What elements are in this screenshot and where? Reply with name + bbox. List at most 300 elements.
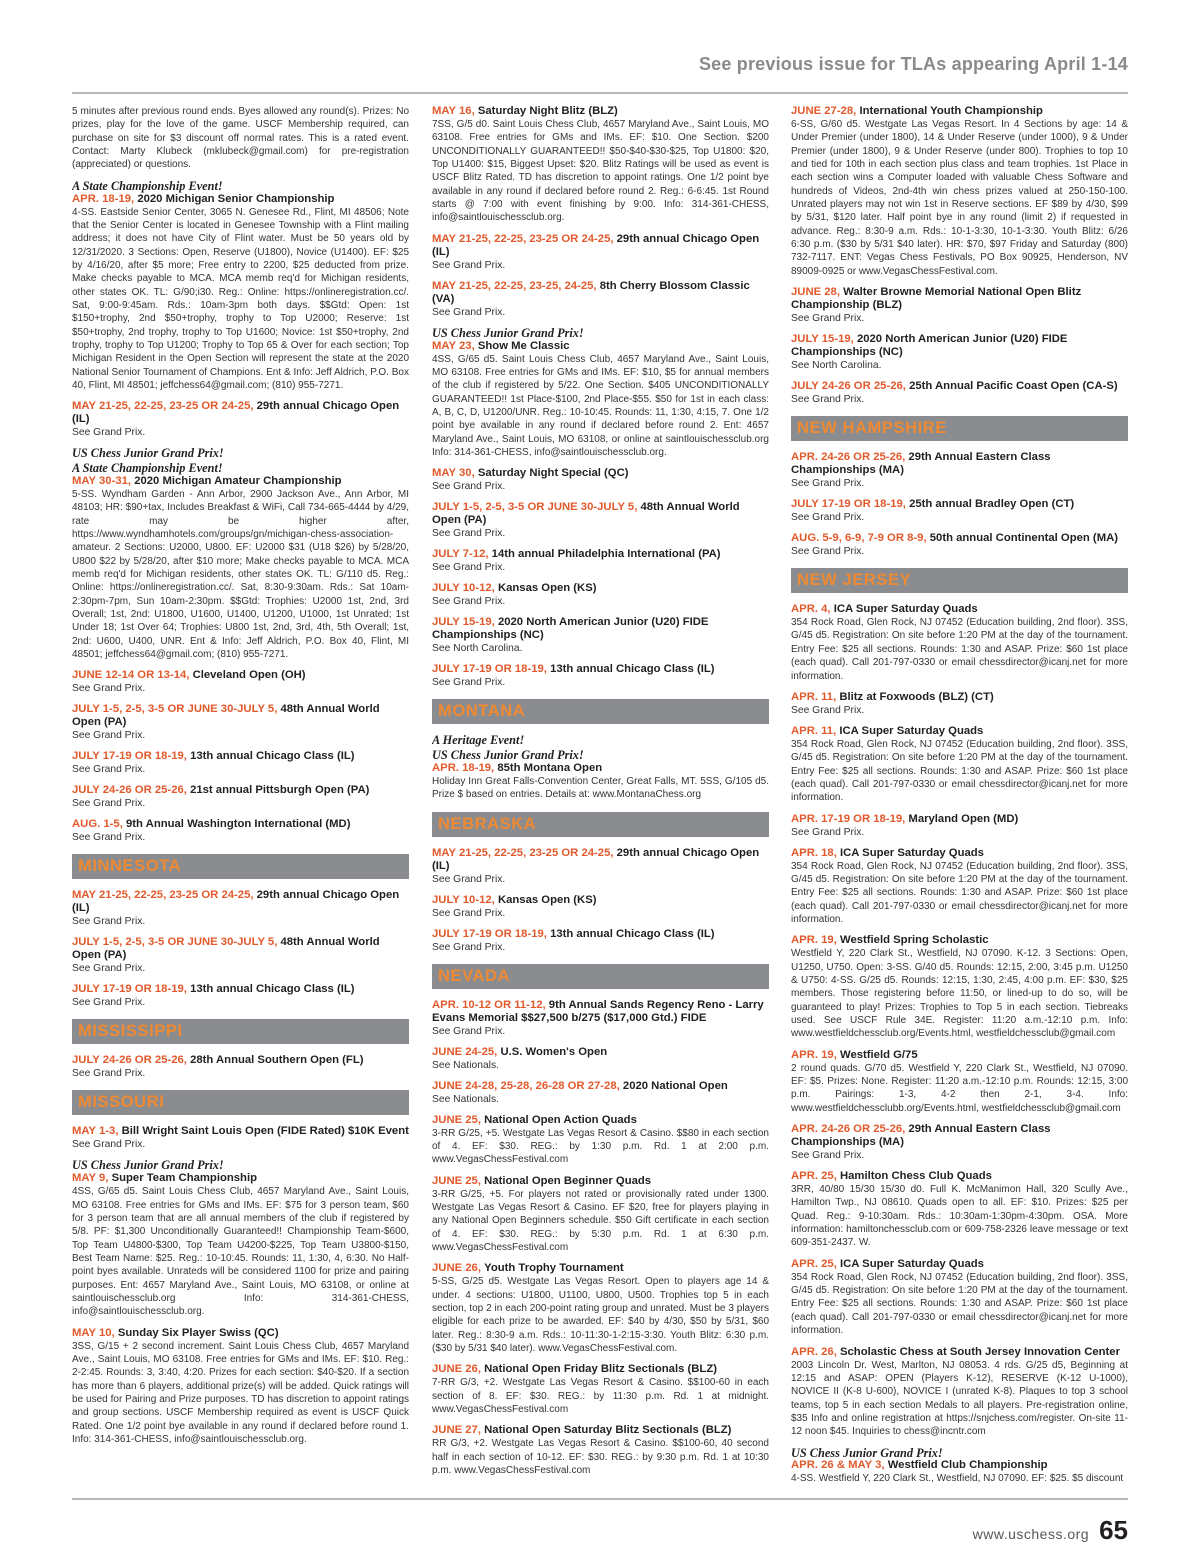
tournament-date: JULY 17-19 OR 18-19, (432, 663, 547, 676)
tournament-name: 8th Cherry Blossom Classic (VA) (432, 279, 750, 305)
state-heading: NEW HAMPSHIRE (791, 416, 1128, 441)
tournament-title (791, 847, 1128, 860)
tournament-date: APR. 25, (791, 1170, 837, 1183)
see-reference: See Grand Prix. (72, 764, 146, 776)
tournament-title (432, 928, 769, 941)
see-reference: See Grand Prix. (791, 826, 865, 838)
tournament-details: Westfield Y, 220 Clark St., Westfield, NJ 07090. K-12. 3 Sections: Open, U1250, U750. Open: 3-SS. G/40 d5. Rounds: 12:15, 2:00, 3:45 p.m. U1250 & U750: 4-SS. G/25 d5. Rounds: 12:15, 1:30, 2:45, 4:00 p.m. EF: $30, $25 members. Those registering before 11:50, or lined-up to do so, will be guaranteed to play! Prizes: Trophies to Top 5 in each section. Tiebreaks used. See USCF Rule 34E. Register: 11:20 a.m.-12:10 p.m. Info: www.westfieldchessclub.org/Events.html, westfieldchessclub@gmail.com (791, 948, 1128, 1040)
see-reference: See Grand Prix. (72, 683, 146, 695)
see-reference: See Grand Prix. (72, 832, 146, 844)
tournament-name: 13th annual Chicago Class (IL) (550, 663, 715, 676)
tournament-date: AUG. 5-9, 6-9, 7-9 OR 8-9, (791, 532, 927, 545)
tournament-name: Blitz at Foxwoods (BLZ) (CT) (839, 690, 994, 703)
tournament-date: MAY 21-25, 22-25, 23-25 OR 24-25, (72, 889, 254, 902)
tournament-title (432, 663, 769, 676)
tournament-date: APR. 18-19, (72, 192, 135, 205)
tournament-name: National Open Action Quads (484, 1113, 637, 1126)
tournament-listing (432, 1175, 769, 1255)
tournament-name: 21st annual Pittsburgh Open (PA) (190, 784, 370, 797)
tournament-listing (72, 983, 409, 1009)
state-heading: MONTANA (432, 699, 769, 724)
tournament-title (432, 762, 769, 775)
tournament-name: 28th Annual Southern Open (FL) (190, 1054, 364, 1067)
tournament-title (72, 983, 409, 996)
tournament-listing (432, 467, 769, 493)
tournament-listing (432, 280, 769, 319)
tournament-listing (432, 1114, 769, 1167)
state-heading: MISSOURI (72, 1090, 409, 1115)
tournament-date: MAY 21-25, 22-25, 23-25 OR 24-25, (72, 400, 254, 413)
tournament-date: JULY 15-19, (432, 616, 495, 629)
tournament-date: MAY 30, (432, 467, 475, 480)
tournament-date: MAY 23, (432, 339, 475, 352)
tournament-listing (72, 669, 409, 695)
tournament-date: APR. 24-26 OR 25-26, (791, 1123, 906, 1136)
tournament-date: MAY 1-3, (72, 1125, 119, 1138)
tournament-title (72, 669, 409, 682)
tournament-listing (432, 1080, 769, 1106)
see-reference: See Grand Prix. (72, 730, 146, 742)
see-reference: See Nationals. (432, 1093, 499, 1105)
tournament-date: APR. 24-26 OR 25-26, (791, 451, 906, 464)
tournament-listing (791, 1346, 1128, 1439)
tournament-listing (432, 1046, 769, 1072)
tournament-name: 9th Annual Washington International (MD) (126, 818, 351, 831)
tournament-title (432, 999, 769, 1025)
see-reference: See Nationals. (432, 1059, 499, 1071)
tournament-name: ICA Super Saturday Quads (839, 724, 984, 737)
tournament-details: 5 minutes after previous round ends. Byes allowed any round(s). Prizes: No prizes, play for the love of the game. USCF Membership required, can purchase on site for $3 discount off normal rates. This is a rated event. Contact: Marty Klubeck (mklubeck@gmail.com) for pre-registration (appreciated) or questions. (72, 106, 409, 171)
tournament-listing (432, 999, 769, 1038)
see-reference: See Grand Prix. (432, 528, 506, 540)
event-tagline: A State Championship Event! (72, 178, 223, 193)
tournament-date: JULY 10-12, (432, 582, 495, 595)
tournament-name: 25th annual Bradley Open (CT) (909, 498, 1075, 511)
tournament-listing (432, 928, 769, 954)
tournament-details: 4SS, G/65 d5. Saint Louis Chess Club, 4657 Maryland Ave., Saint Louis, MO 63108. Free entries for GMs and IMs. EF: $10, $5 for annual members of the club if registered by 5/22. One Section. $405 UNCONDITIONALLY GUARANTEED!! 1st Place-$100, 2nd Place-$55. $50 for 1st in each class: A, B, C, D, U1200/UNR. Reg.: 10-10:45. Rounds: 11, 1:30, 4:15, 7. One 1/2 point bye available in any round if declared before round 2. Ent: 4657 Maryland Ave., Saint Louis, MO 63108, or online at saintlouischessclub.org Info: 314-361-CHESS, info@saintlouischessclub.org. (432, 353, 769, 458)
tournament-date: JUNE 27, (432, 1424, 481, 1437)
tournament-name: Hamilton Chess Club Quads (839, 1170, 992, 1183)
event-tagline: A Heritage Event! (432, 733, 525, 748)
listing-continued (72, 105, 409, 172)
tournament-date: JUNE 12-14 OR 13-14, (72, 669, 190, 682)
see-reference: See Grand Prix. (791, 546, 865, 558)
tournament-title (791, 691, 1128, 704)
tournament-date: JULY 17-19 OR 18-19, (432, 927, 547, 940)
see-reference: See Grand Prix. (791, 394, 865, 406)
tournament-name: 9th Annual Sands Regency Reno - Larry Evans Memorial $$27,500 b/275 ($17,000 Gtd.) FIDE (432, 998, 764, 1024)
tournament-date: JULY 7-12, (432, 548, 489, 561)
tournament-date: APR. 26 & MAY 3, (791, 1459, 885, 1472)
tournament-details: 3-RR G/25, +5. Westgate Las Vegas Resort & Casino. $$80 in each section of 4. EF: $30. REG.: by 1:30 p.m. Rd. 1 at 2:00 p.m. www.VegasChessFestival.com (432, 1127, 769, 1166)
tournament-listing (432, 327, 769, 460)
tournament-name: Sunday Six Player Swiss (QC) (117, 1326, 279, 1339)
tournament-date: JULY 1-5, 2-5, 3-5 OR JUNE 30-JULY 5, (432, 501, 638, 514)
tournament-listing (72, 703, 409, 742)
tournament-title (72, 703, 409, 729)
tournament-name: 48th Annual World Open (PA) (432, 501, 740, 527)
tournament-date: JULY 24-26 OR 25-26, (791, 380, 906, 393)
tournament-date: JUNE 25, (432, 1174, 481, 1187)
see-reference: See Grand Prix. (791, 478, 865, 490)
tournament-listing (791, 498, 1128, 524)
tournament-date: APR. 19, (791, 934, 837, 947)
tournament-listing (432, 616, 769, 655)
tournament-details: 4SS, G/65 d5. Saint Louis Chess Club, 4657 Maryland Ave., Saint Louis, MO 63108. Free entries for GMs and IMs. EF: $75 for 3 person team, $60 for 3 person team that are all annual members of the club if registered by 5/8. PF: $1,300 Unconditionally Guaranteed!! Championship Team-$600, Top Team U4800-$300, Top Team U4200-$225, Top Team U3800-$150, Best Team Name: $25. Reg.: 10-10:45. Rounds: 11, 1:30, 4, 6:30. No Half-point byes available. Unrateds will be considered 1100 for prize and pairing purposes. Ent: 4657 Maryland Ave., Saint Louis, MO 63108, or online at saintlouischessclub.org Info: 314-361-CHESS, info@saintlouischessclub.org. (72, 1186, 409, 1318)
tournament-date: APR. 19, (791, 1048, 837, 1061)
footer-divider (72, 1498, 1128, 1500)
tournament-title (791, 286, 1128, 312)
event-tagline: US Chess Junior Grand Prix! (432, 325, 584, 340)
see-reference: See Grand Prix. (432, 907, 506, 919)
see-reference: See Grand Prix. (72, 427, 146, 439)
tournament-title (791, 1258, 1128, 1271)
event-tagline: A State Championship Event! (72, 461, 223, 476)
tournament-date: JULY 1-5, 2-5, 3-5 OR JUNE 30-JULY 5, (72, 936, 278, 949)
tournament-listing (791, 691, 1128, 717)
tournament-name: Saturday Night Blitz (BLZ) (477, 105, 618, 117)
tournament-listing (432, 1262, 769, 1355)
tournament-title (432, 894, 769, 907)
tournament-name: National Open Friday Blitz Sectionals (BLZ) (484, 1363, 717, 1376)
tournament-listing (432, 847, 769, 886)
tournament-date: APR. 17-19 OR 18-19, (791, 812, 906, 825)
tournament-details: 4-SS. Westfield Y, 220 Clark St., Westfield, NJ 07090. EF: $25. $5 discount (791, 1473, 1124, 1485)
footer-site: www.uschess.org (972, 1526, 1090, 1542)
tournament-title (791, 451, 1128, 477)
tournament-name: ICA Super Saturday Quads (839, 846, 984, 859)
tournament-name: Show Me Classic (477, 339, 570, 352)
tournament-name: 50th annual Continental Open (MA) (929, 532, 1119, 545)
tournament-details: 3RR, 40/80 15/30 15/30 d0. Full K. McManimon Hall, 320 Scully Ave., Hamilton Twp., NJ 08610. Quads open to all. EF: $10. Prizes: $25 per Quad. Reg.: 9-10:30am. Rds.: 10:30am-1:30pm-4:30pm. OSA. More information: hamiltonchessclub.com or 609-758-2326 leave message or text 609-351-2437. W. (791, 1184, 1128, 1249)
tournament-date: JUNE 26, (432, 1363, 481, 1376)
column-3 (791, 105, 1128, 1495)
tournament-listing (432, 663, 769, 689)
tournament-listing (791, 847, 1128, 927)
tournament-listing (72, 400, 409, 439)
tournament-date: JULY 10-12, (432, 893, 495, 906)
state-heading: MISSISSIPPI (72, 1019, 409, 1044)
tournament-title (791, 813, 1128, 826)
tournament-title (432, 1424, 769, 1437)
see-reference: See Grand Prix. (432, 306, 506, 318)
tournament-title (72, 818, 409, 831)
tournament-date: APR. 18-19, (432, 761, 495, 774)
see-reference: See Grand Prix. (791, 313, 865, 325)
tournament-title (791, 498, 1128, 511)
tournament-name: 2020 North American Junior (U20) FIDE Championships (NC) (791, 333, 1068, 359)
tournament-title (432, 1046, 769, 1059)
tournament-title (791, 532, 1128, 545)
tournament-date: MAY 10, (72, 1326, 115, 1339)
tournament-title (432, 467, 769, 480)
event-tagline: US Chess Junior Grand Prix! (791, 1445, 943, 1460)
tournament-details: 4-SS. Eastside Senior Center, 3065 N. Genesee Rd., Flint, MI 48506; Note that the Senior Center is located in Genesee Township with a Flint mailing address; it does not have City of Flint water. Must be 50 years old by 12/31/2020. 3 Sections: Open, Reserve (U1800), Novice (U1400). EF: $25 by 4/16/20, after $5 more; Free entry to 2200, $25 deducted from prize. Make checks payable to MCA. MCA memb req'd for Michigan residents, other states OK. TL: G/90;i30. Reg.: Online: https://onlineregistration.cc/. Sat, 9:00-9:45am. Rds.: 10am-3pm both days. $$Gtd: Open: 1st $150+trophy, 2nd $50+trophy, trophy to Top U2000; Reserve: 1st $50+trophy, 2nd trophy, trophy to Top U1600; Novice: 1st $50+trophy, 2nd trophy, trophy to Top U1200; Trophy to Top 65 & Over for each section; Top Michigan Resident in the Open Section will represent the state at the 2020 National Senior Tournament of Champions. Ent & Info: Jeff Aldrich, P.O. Box 40, Flint, MI 48501; jeffchess64@gmail.com; (810) 955-7271. (72, 206, 409, 391)
tournament-title (72, 475, 409, 488)
tournament-name: 2020 Michigan Amateur Championship (134, 474, 342, 487)
tournament-date: APR. 11, (791, 690, 837, 703)
event-tagline: US Chess Junior Grand Prix! (72, 446, 224, 461)
tournament-title (791, 1459, 1128, 1472)
tournament-details: 354 Rock Road, Glen Rock, NJ 07452 (Education building, 2nd floor). 3SS, G/45 d5. Registration: On site before 1:20 PM at the day of the tournament. Entry Fee: $25 all sections. Rounds: 1:30 and ASAP. Prize: $60 1st place (each quad). Call 201-797-0330 or email chessdirector@icanj.net for more information. (791, 617, 1128, 682)
see-reference: See Grand Prix. (432, 941, 506, 953)
tournament-details: 5-SS, G/25 d5. Westgate Las Vegas Resort. Open to players age 14 & under. 4 sections: U1800, U1100, U800, U500. Trophies top 5 in each section, top 2 in each 200-point rating group and unrated. Must be 3 players eligible for each prize to be awarded. EF: $40 by 4/30, $50 by 5/31, $60 later. Reg.: 8:30-9 a.m. Rds.: 10-11:30-1-2:15-3:30. Youth Blitz: 6:30 p.m. ($30 by 5/31 $40 later). www.VegasChessFestival.com. (432, 1276, 769, 1355)
page-footer (973, 1515, 1128, 1546)
tournament-title (791, 934, 1128, 947)
tournament-name: 48th Annual World Open (PA) (72, 703, 380, 729)
tournament-details: 2003 Lincoln Dr. West, Marlton, NJ 08053. 4 rds. G/25 d5, Beginning at 12:15 and ASAP: OPEN (Players K-12), RESERVE (K-12 U-1000), NOVICE II (K-8 U-600), NOVICE I (unrated K-8). Plaques to top 3 school teams, top 5 in each section Medals to all players. Pre-registration online, $35 Info and online registration at https://snjchess.com/register. On-site 11-12 noon $45. Inquiries to chess@incntr.com (791, 1359, 1128, 1438)
tournament-name: 29th Annual Eastern Class Championships (MA) (791, 451, 1051, 477)
tournament-title (791, 603, 1128, 616)
tournament-details: 3-RR G/25, +5. For players not rated or provisionally rated under 1300. Westgate Las Vegas Resort & Casino. EF $20, free for players playing in any National Open Beginners schedule. $50 Gift certificate in each section of 4. EF: $30. REG.: by 5:30 p.m. Rd. 1 at 6:30 p.m. www.VegasChessFestival.com (432, 1188, 769, 1253)
tournament-date: JUNE 28, (791, 286, 840, 299)
tournament-date: JUNE 27-28, (791, 105, 857, 117)
tournament-date: JUNE 24-28, 25-28, 26-28 OR 27-28, (432, 1079, 620, 1092)
tournament-title (72, 1172, 409, 1185)
tournament-date: JUNE 24-25, (432, 1045, 498, 1058)
tournament-details: 3SS, G/15 + 2 second increment. Saint Louis Chess Club, 4657 Maryland Ave., Saint Louis, MO 63108. Free entries for GMs and IMs. EF: $10. Reg.: 2-2:45. Rounds: 3, 3:40, 4:20. Prizes for each section: $40-$20. If a section has more than 6 players, additional prize(s) will be added. Quick ratings will be used for Pairing and Prize purposes. TD has discretion to appoint ratings and group sections. USCF Membership required as event is USCF Quick Rated. One 1/2 point bye available in any round if declared before round 1. Info: 314-361-CHESS, info@saintlouischessclub.org. (72, 1340, 409, 1446)
see-reference: See Grand Prix. (791, 1150, 865, 1162)
tournament-listing (791, 451, 1128, 490)
see-reference: See Grand Prix. (72, 997, 146, 1009)
tournament-title (791, 1170, 1128, 1183)
tournament-date: MAY 30-31, (72, 474, 132, 487)
tournament-details: 6-SS, G/60 d5. Westgate Las Vegas Resort. In 4 Sections by age: 14 & Under Premier (under 1800), 14 & Under Reserve (under 1000), 9 & Under Premier (under 1800), 9 & Under Reserve (under 800). Trophies to top 10 and tied for 10th in each section plus class and team trophies. 1st Place in each section wins a Computer loaded with valuable Chess Software and hundreds of Videos, 2nd-4th win chess prizes valued at 250-150-100. Unrated players may not win 1st in Reserve sections. EF $89 by 4/30, $99 by 5/31, $120 later. Half point bye in any round (limit 2) if requested in advance. Reg.: 8:30-9 a.m. Rds.: 10-1-3:30, 10-1-3:30. Youth Blitz: 6/26 6:30 p.m. ($30 by 5/31 $40 later). HR: $70, $97 Friday and Saturday (800) 732-7117. ENT: Vegas Chess Festivals, PO Box 90925, Henderson, NV 89009-0925 or www.VegasChessFestival.com. (791, 119, 1128, 277)
tournament-title (72, 889, 409, 915)
tournament-title (72, 1054, 409, 1067)
tournament-listing (432, 105, 769, 225)
tournament-name: International Youth Championship (859, 105, 1043, 117)
tournament-name: Cleveland Open (OH) (192, 669, 306, 682)
tournament-listing (791, 1258, 1128, 1338)
tournament-listing (72, 1159, 409, 1318)
tournament-name: Super Team Championship (111, 1172, 257, 1185)
tournament-title (432, 1262, 769, 1275)
tournament-date: MAY 21-25, 22-25, 23-25 OR 24-25, (432, 846, 614, 859)
tournament-name: ICA Super Saturday Quads (833, 603, 978, 616)
column-1 (72, 105, 409, 1495)
tournament-name: Maryland Open (MD) (908, 812, 1019, 825)
tournament-listing (791, 286, 1128, 325)
tournament-listing (72, 936, 409, 975)
tournament-date: APR. 25, (791, 1257, 837, 1270)
tournament-name: ICA Super Saturday Quads (839, 1257, 984, 1270)
tournament-listing (791, 934, 1128, 1040)
tournament-name: 13th annual Chicago Class (IL) (550, 927, 715, 940)
tournament-listing (791, 333, 1128, 372)
tournament-name: 13th annual Chicago Class (IL) (190, 983, 355, 996)
tournament-listing (791, 725, 1128, 805)
tournament-title (432, 501, 769, 527)
tournament-title (432, 1363, 769, 1376)
tournament-listing (432, 1424, 769, 1477)
tournament-title (72, 193, 409, 206)
column-2 (432, 105, 769, 1495)
tournament-title (432, 548, 769, 561)
tournament-date: MAY 21-25, 22-25, 23-25 OR 24-25, (432, 232, 614, 245)
tournament-title (432, 582, 769, 595)
tournament-name: Kansas Open (KS) (497, 893, 597, 906)
tournament-listing (432, 1363, 769, 1416)
tournament-date: JULY 17-19 OR 18-19, (791, 498, 906, 511)
tournament-title (432, 105, 769, 118)
tournament-name: Kansas Open (KS) (497, 582, 597, 595)
tournament-name: 85th Montana Open (497, 761, 603, 774)
tournament-title (72, 936, 409, 962)
tournament-date: MAY 16, (432, 105, 475, 117)
see-reference: See Grand Prix. (72, 798, 146, 810)
tournament-listing (791, 1447, 1128, 1486)
tournament-listing (791, 380, 1128, 406)
tournament-listing (791, 532, 1128, 558)
tournament-name: Westfield Spring Scholastic (839, 934, 989, 947)
tournament-title (72, 1125, 409, 1138)
tournament-details: 7-RR G/3, +2. Westgate Las Vegas Resort & Casino. $$100-60 in each section of 8. EF: $30. REG.: by 11:30 p.m. Rd. 1 at midnight. www.VegasChessFestival.com (432, 1377, 769, 1416)
tournament-title (432, 616, 769, 642)
tournament-name: 29th annual Chicago Open (IL) (432, 232, 760, 258)
tournament-listing (72, 1327, 409, 1447)
tournament-name: Westfield Club Championship (887, 1459, 1048, 1472)
tournament-date: AUG. 1-5, (72, 818, 123, 831)
tournament-date: JUNE 25, (432, 1113, 481, 1126)
state-heading: NEVADA (432, 964, 769, 989)
tournament-date: APR. 18, (791, 846, 837, 859)
see-reference: See Grand Prix. (432, 481, 506, 493)
tournament-listing (72, 180, 409, 393)
tournament-name: Westfield G/75 (839, 1048, 918, 1061)
header-divider (72, 92, 1128, 94)
see-reference: See Grand Prix. (432, 562, 506, 574)
see-reference: See Grand Prix. (432, 1025, 506, 1037)
tournament-title (791, 1049, 1128, 1062)
tournament-listing (791, 1170, 1128, 1250)
tournament-title (791, 105, 1128, 118)
tournament-title (72, 1327, 409, 1340)
tournament-name: 2020 North American Junior (U20) FIDE Championships (NC) (432, 616, 709, 642)
see-reference: See Grand Prix. (432, 873, 506, 885)
tournament-date: APR. 10-12 OR 11-12, (432, 998, 546, 1011)
page-header: See previous issue for TLAs appearing April 1-14 (698, 54, 1128, 74)
tournament-date: APR. 11, (791, 724, 837, 737)
tournament-details: 354 Rock Road, Glen Rock, NJ 07452 (Education building, 2nd floor). 3SS, G/45 d5. Registration: On site before 1:20 PM at the day of the tournament. Entry Fee: $25 all sections. Rounds: 1:30 and ASAP. Prize: $60 1st place (each quad). Call 201-797-0330 or email chessdirector@icanj.net for more information. (791, 860, 1128, 925)
see-reference: See Grand Prix. (791, 512, 865, 524)
tournament-name: 2020 Michigan Senior Championship (137, 192, 335, 205)
state-heading: NEBRASKA (432, 812, 769, 837)
tournament-details: 354 Rock Road, Glen Rock, NJ 07452 (Education building, 2nd floor). 3SS, G/45 d5. Registration: On site before 1:20 PM at the day of the tournament. Entry Fee: $25 all sections. Rounds: 1:30 and ASAP. Prize: $60 1st place (each quad). Call 201-797-0330 or email chessdirector@icanj.net for more information. (791, 738, 1128, 804)
tournament-date: APR. 4, (791, 603, 831, 616)
tournament-listing (432, 548, 769, 574)
see-reference: See Grand Prix. (791, 704, 865, 716)
tournament-title (791, 1123, 1128, 1149)
see-reference: See North Carolina. (791, 360, 882, 372)
tournament-listing (432, 582, 769, 608)
tournament-listing (432, 501, 769, 540)
tournament-details: 354 Rock Road, Glen Rock, NJ 07452 (Education building, 2nd floor). 3SS, G/45 d5. Registration: On site before 1:20 PM at the day of the tournament. Entry Fee: $25 all sections. Rounds: 1:30 and ASAP. Prize: $60 1st place (each quad). Call 201-797-0330 or email chessdirector@icanj.net for more information. (791, 1271, 1128, 1337)
tournament-name: 2020 National Open (622, 1079, 728, 1092)
tournament-details: 5-SS. Wyndham Garden - Ann Arbor, 2900 Jackson Ave., Ann Arbor, MI 48103; HR: $90+tax, Includes Breakfast & WiFi, Call 734-665-4444 by 4/29, rate may be higher after, https://www.wyndhamhotels.com/groups/gn/michigan-chess-association-amateur. 2 Sections: U2000, U800. EF: U2000 $31 (U18 $26) by 5/28/20, U800 $22 by 5/28/20, after $10 more; Make checks payable to MCA. MCA memb req'd for Michigan residents, other states OK. TL: G/110 d5. Reg.: Online: https://onlineregistration.cc/. Sat, 8:30-9:30am. Rds.: Sat 10am-2:30pm-7pm, Sun 10am-2:30pm. $$Gtd: Trophies: U2000 1st, 2nd, 3rd Overall; 1st, 2nd: U1800, U1600, U1400, U1200, U1000, 1st Unrated; 1st Under 18; 1st Over 64; Trophies: U800 1st, 2nd, 3rd, 4th, 5th Overall; 1st, 2nd: U600, U400, UNR. Ent & Info: Jeff Aldrich, P.O. Box 40, Flint, MI 48501; jeffchess64@gmail.com; (810) 955-7271. (72, 488, 409, 661)
tournament-listing (791, 105, 1128, 278)
event-tagline: US Chess Junior Grand Prix! (432, 748, 584, 763)
tournament-name: Saturday Night Special (QC) (477, 467, 629, 480)
tournament-name: 29th annual Chicago Open (IL) (72, 889, 400, 915)
tournament-details: Holiday Inn Great Falls-Convention Center, Great Falls, MT. 5SS, G/105 d5. Prize $ based on entries. Details at: www.MontanaChess.org (432, 775, 769, 801)
tournament-name: 29th Annual Eastern Class Championships (MA) (791, 1123, 1051, 1149)
tournament-listing (791, 603, 1128, 683)
tournament-title (72, 400, 409, 426)
tournament-title (791, 333, 1128, 359)
tournament-name: 29th annual Chicago Open (IL) (72, 400, 400, 426)
tournament-listing (72, 447, 409, 661)
tournament-title (432, 1080, 769, 1093)
see-reference: See North Carolina. (432, 643, 523, 655)
tournament-name: Scholastic Chess at South Jersey Innovation Center (839, 1345, 1120, 1358)
tournament-listing (432, 734, 769, 801)
tournament-listing (432, 233, 769, 272)
tournament-date: APR. 26, (791, 1345, 837, 1358)
tournament-date: JULY 24-26 OR 25-26, (72, 1054, 187, 1067)
tournament-details: 2 round quads. G/70 d5. Westfield Y, 220 Clark St., Westfield, NJ 07090. EF: $5. Prizes: None. Register: 11:20 a.m.-12:10 p.m. Rounds: 12:15, 3:00 p.m. Pairings: 1-3, 4-2 then 2-1, 3-4. Info: www.westfieldchessclubb.org/Events.html, westfieldchessclub@gmail.com (791, 1062, 1128, 1114)
tournament-title (432, 1175, 769, 1188)
tournament-title (432, 280, 769, 306)
state-heading: NEW JERSEY (791, 568, 1128, 593)
tournament-title (72, 784, 409, 797)
tournament-title (791, 725, 1128, 738)
tournament-title (432, 340, 769, 353)
state-heading: MINNESOTA (72, 854, 409, 879)
tournament-listing (72, 750, 409, 776)
tournament-listing (72, 818, 409, 844)
tournament-date: JUNE 26, (432, 1262, 481, 1275)
tournament-title (432, 847, 769, 873)
tournament-listing (432, 894, 769, 920)
see-reference: See Grand Prix. (72, 916, 146, 928)
tournament-title (432, 1114, 769, 1127)
tournament-date: JULY 24-26 OR 25-26, (72, 784, 187, 797)
tournament-listing (72, 1054, 409, 1080)
tournament-date: JULY 17-19 OR 18-19, (72, 750, 187, 763)
page-number: 65 (1099, 1515, 1128, 1545)
tournament-listing (72, 784, 409, 810)
tournament-date: JULY 1-5, 2-5, 3-5 OR JUNE 30-JULY 5, (72, 703, 278, 716)
tournament-name: Youth Trophy Tournament (484, 1262, 624, 1275)
tournament-name: 14th annual Philadelphia International (PA) (491, 548, 721, 561)
tournament-date: MAY 9, (72, 1172, 109, 1185)
tournament-date: JULY 15-19, (791, 333, 854, 346)
tournament-title (432, 233, 769, 259)
tournament-name: U.S. Women's Open (500, 1045, 608, 1058)
tournament-details: 7SS, G/5 d0. Saint Louis Chess Club, 4657 Maryland Ave., Saint Louis, MO 63108. Free entries for GMs and IMs. EF: $10. One Section. $200 UNCONDITIONALLY GUARANTEED!! $50-$40-$30-$25, Top U1800: $20, Top U1400: $15, Biggest Upset: $20. Blitz Ratings will be used as event is USCF Blitz Rated. TD has discretion to appoint ratings. One 1/2 point bye available in any round if declared before round 2. Reg.: 6-6:45. 1st Round starts @ 7:00 with event finishing by 9:00. Info: 314-361-CHESS, info@saintlouischessclub.org. (432, 119, 769, 224)
see-reference: See Grand Prix. (432, 259, 506, 271)
see-reference: See Grand Prix. (72, 1139, 146, 1151)
tournament-name: Walter Browne Memorial National Open Blitz Championship (BLZ) (791, 286, 1082, 312)
tournament-name: Bill Wright Saint Louis Open (FIDE Rated) $10K Event (121, 1125, 409, 1138)
tournament-name: 48th Annual World Open (PA) (72, 936, 380, 962)
see-reference: See Grand Prix. (432, 677, 506, 689)
tournament-name: National Open Beginner Quads (484, 1174, 652, 1187)
see-reference: See Grand Prix. (72, 1068, 146, 1080)
tournament-name: National Open Saturday Blitz Sectionals (BLZ) (484, 1424, 732, 1437)
see-reference: See Grand Prix. (72, 963, 146, 975)
tournament-name: 25th Annual Pacific Coast Open (CA-S) (909, 380, 1118, 393)
tournament-title (791, 1346, 1128, 1359)
tournament-title (72, 750, 409, 763)
event-tagline: US Chess Junior Grand Prix! (72, 1158, 224, 1173)
see-reference: See Grand Prix. (432, 596, 506, 608)
tournament-name: 13th annual Chicago Class (IL) (190, 750, 355, 763)
tournament-date: JULY 17-19 OR 18-19, (72, 983, 187, 996)
tournament-listing (791, 1049, 1128, 1115)
tournament-name: 29th annual Chicago Open (IL) (432, 846, 760, 872)
